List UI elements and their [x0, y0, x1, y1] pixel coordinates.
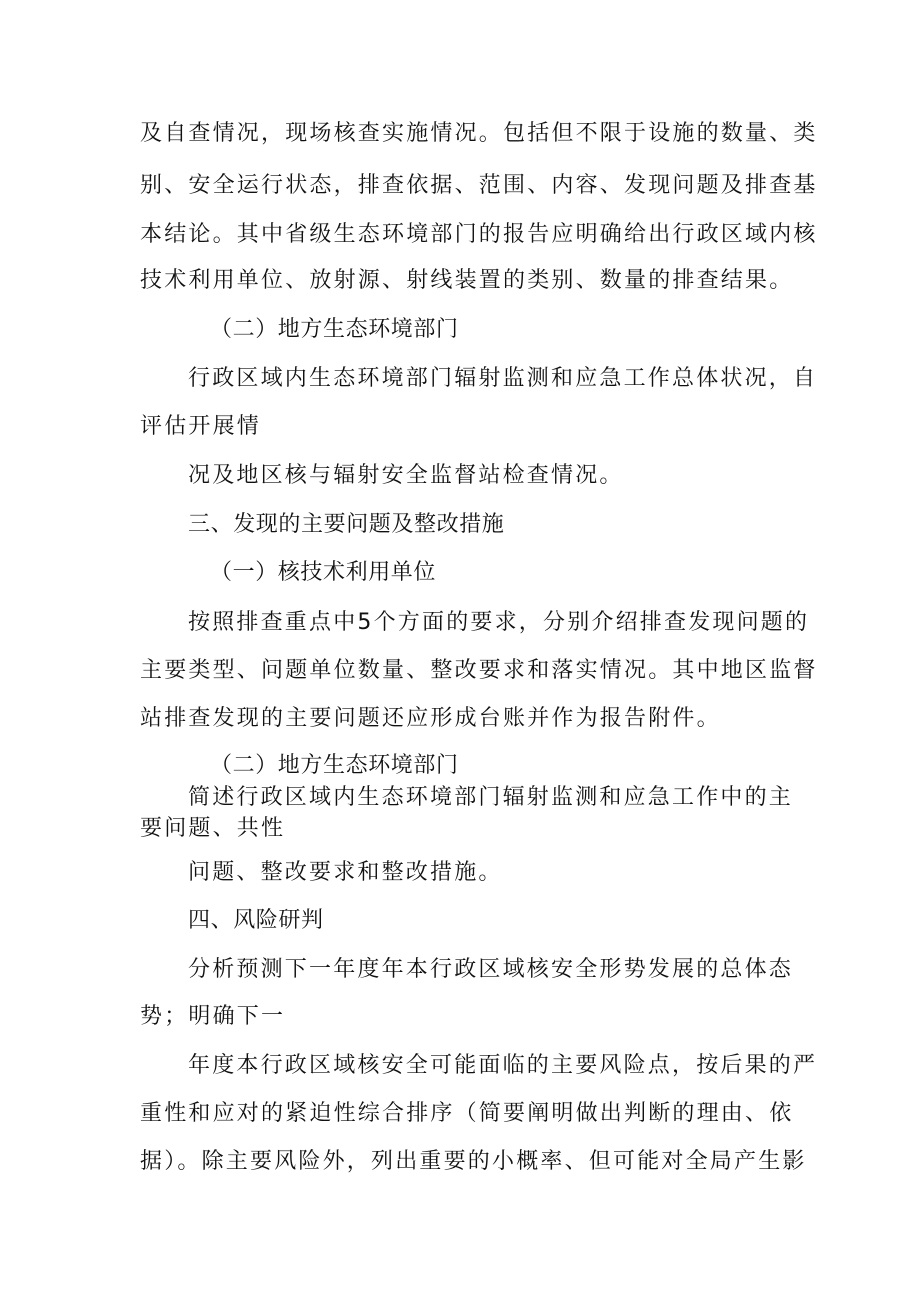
subsection-heading: （二）地方生态环境部门 — [210, 753, 459, 778]
paragraph-line: 站排查发现的主要问题还应形成台账并作为报告附件。 — [140, 706, 721, 731]
paragraph-line: 及自查情况，现场核查实施情况。包括但不限于设施的数量、类 — [140, 121, 818, 146]
paragraph-line: 主要类型、问题单位数量、整改要求和落实情况。其中地区监督 — [140, 658, 818, 683]
paragraph-line: 技术利用单位、放射源、射线装置的类别、数量的排查结果。 — [140, 268, 794, 293]
paragraph-line: 按照排查重点中5个方面的要求，分别介绍排查发现问题的 — [188, 610, 810, 635]
paragraph-line: 别、安全运行状态，排查依据、范围、内容、发现问题及排查基 — [140, 173, 818, 198]
paragraph-line: 况及地区核与辐射安全监督站检查情况。 — [188, 463, 624, 488]
subsection-heading: （二）地方生态环境部门 — [210, 317, 459, 342]
subsection-heading: （一）核技术利用单位 — [210, 560, 437, 585]
section-heading: 四、风险研判 — [188, 908, 324, 933]
paragraph-line: 势；明确下一 — [140, 1004, 286, 1029]
paragraph-line: 重性和应对的紧迫性综合排序（简要阐明做出判断的理由、依 — [140, 1101, 794, 1126]
paragraph-line: 本结论。其中省级生态环境部门的报告应明确给出行政区域内核 — [140, 222, 818, 247]
paragraph-line: 行政区域内生态环境部门辐射监测和应急工作总体状况，自 — [188, 366, 818, 391]
paragraph-line: 分析预测下一年度年本行政区域核安全形势发展的总体态 — [188, 957, 794, 982]
paragraph-line: 要问题、共性 — [140, 816, 286, 841]
section-heading: 三、发现的主要问题及整改措施 — [188, 512, 505, 537]
paragraph-line: 问题、整改要求和整改措施。 — [188, 860, 503, 885]
paragraph-line: 据）。除主要风险外，列出重要的小概率、但可能对全局产生影 — [140, 1149, 807, 1174]
paragraph-line: 简述行政区域内生态环境部门辐射监测和应急工作中的主 — [188, 785, 794, 810]
paragraph-line: 评估开展情 — [140, 414, 262, 439]
paragraph-line: 年度本行政区域核安全可能面临的主要风险点，按后果的严 — [188, 1053, 818, 1078]
